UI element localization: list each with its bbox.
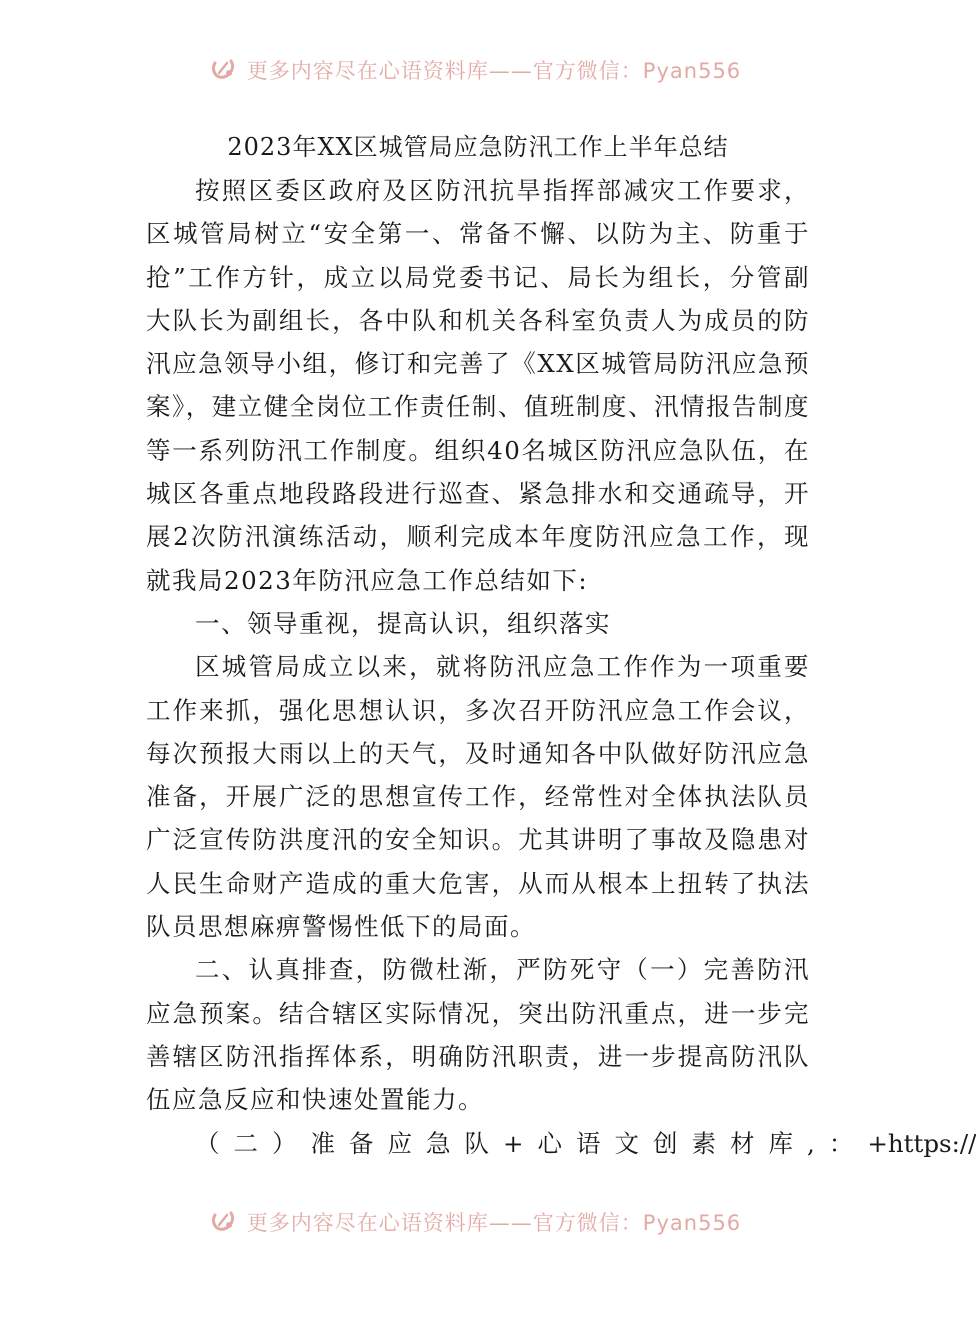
document-title: 2023年XX区城管局应急防汛工作上半年总结 — [227, 133, 729, 161]
footer-watermark — [0, 1204, 950, 1240]
paragraph-section-1: 区城管局成立以来，就将防汛应急工作作为一项重要工作来抓，强化思想认识，多次召开防汛应急工作会议，每次预报大雨以上的天气，及时通知各中队做好防汛应急准备，开展广泛的思想宣传工作，经常性对全体执法队员广泛宣传防洪度汛的安全知识。尤其讲明了事故及隐患对人民生命财产造成的重大危害，从而从根本上扭转了执法队员思想麻痹警惕性低下的局面。 — [146, 652, 810, 942]
paragraph-intro: 按照区委区政府及区防汛抗旱指挥部减灾工作要求，区城管局树立“安全第一、常备不懈、以防为主、防重于抢”工作方针，成立以局党委书记、局长为组长，分管副大队长为副组长，各中队和机关各科室负责人为成员的防汛应急领导小组，修订和完善了《XX区城管局防汛应急预案》，建立健全岗位工作责任制、值班制度、汛情报告制度等一系列防汛工作制度。组织40名城区防汛应急队伍，在城区各重点地段路段进行巡查、紧急排水和交通疏导，开展2次防汛演练活动，顺利完成本年度防汛应急工作，现就我局2023年防汛应急工作总结如下: — [146, 176, 810, 595]
section-heading-1: 一、领导重视，提高认识，组织落实 — [195, 608, 611, 638]
watermark-text: 更多内容尽在心语资料库——官方微信：Pyan556 — [246, 1211, 742, 1235]
brand-logo-icon — [209, 55, 239, 85]
watermark-text: 更多内容尽在心语资料库——官方微信：Pyan556 — [246, 59, 742, 83]
document-body — [146, 126, 976, 1165]
paragraph-section-2-sub-2 — [146, 1122, 976, 1165]
header-watermark — [0, 52, 950, 88]
brand-logo-icon — [209, 1207, 239, 1237]
sub-item-text: （二）准备应急队+心语文创素材库,： — [195, 1128, 868, 1158]
sub-item-link-fragment: +https:// — [867, 1128, 976, 1158]
paragraph-section-2: 二、认真排查，防微杜渐，严防死守（一）完善防汛应急预案。结合辖区实际情况，突出防汛重点，进一步完善辖区防汛指挥体系，明确防汛职责，进一步提高防汛队伍应急反应和快速处置能力。 — [146, 955, 810, 1115]
